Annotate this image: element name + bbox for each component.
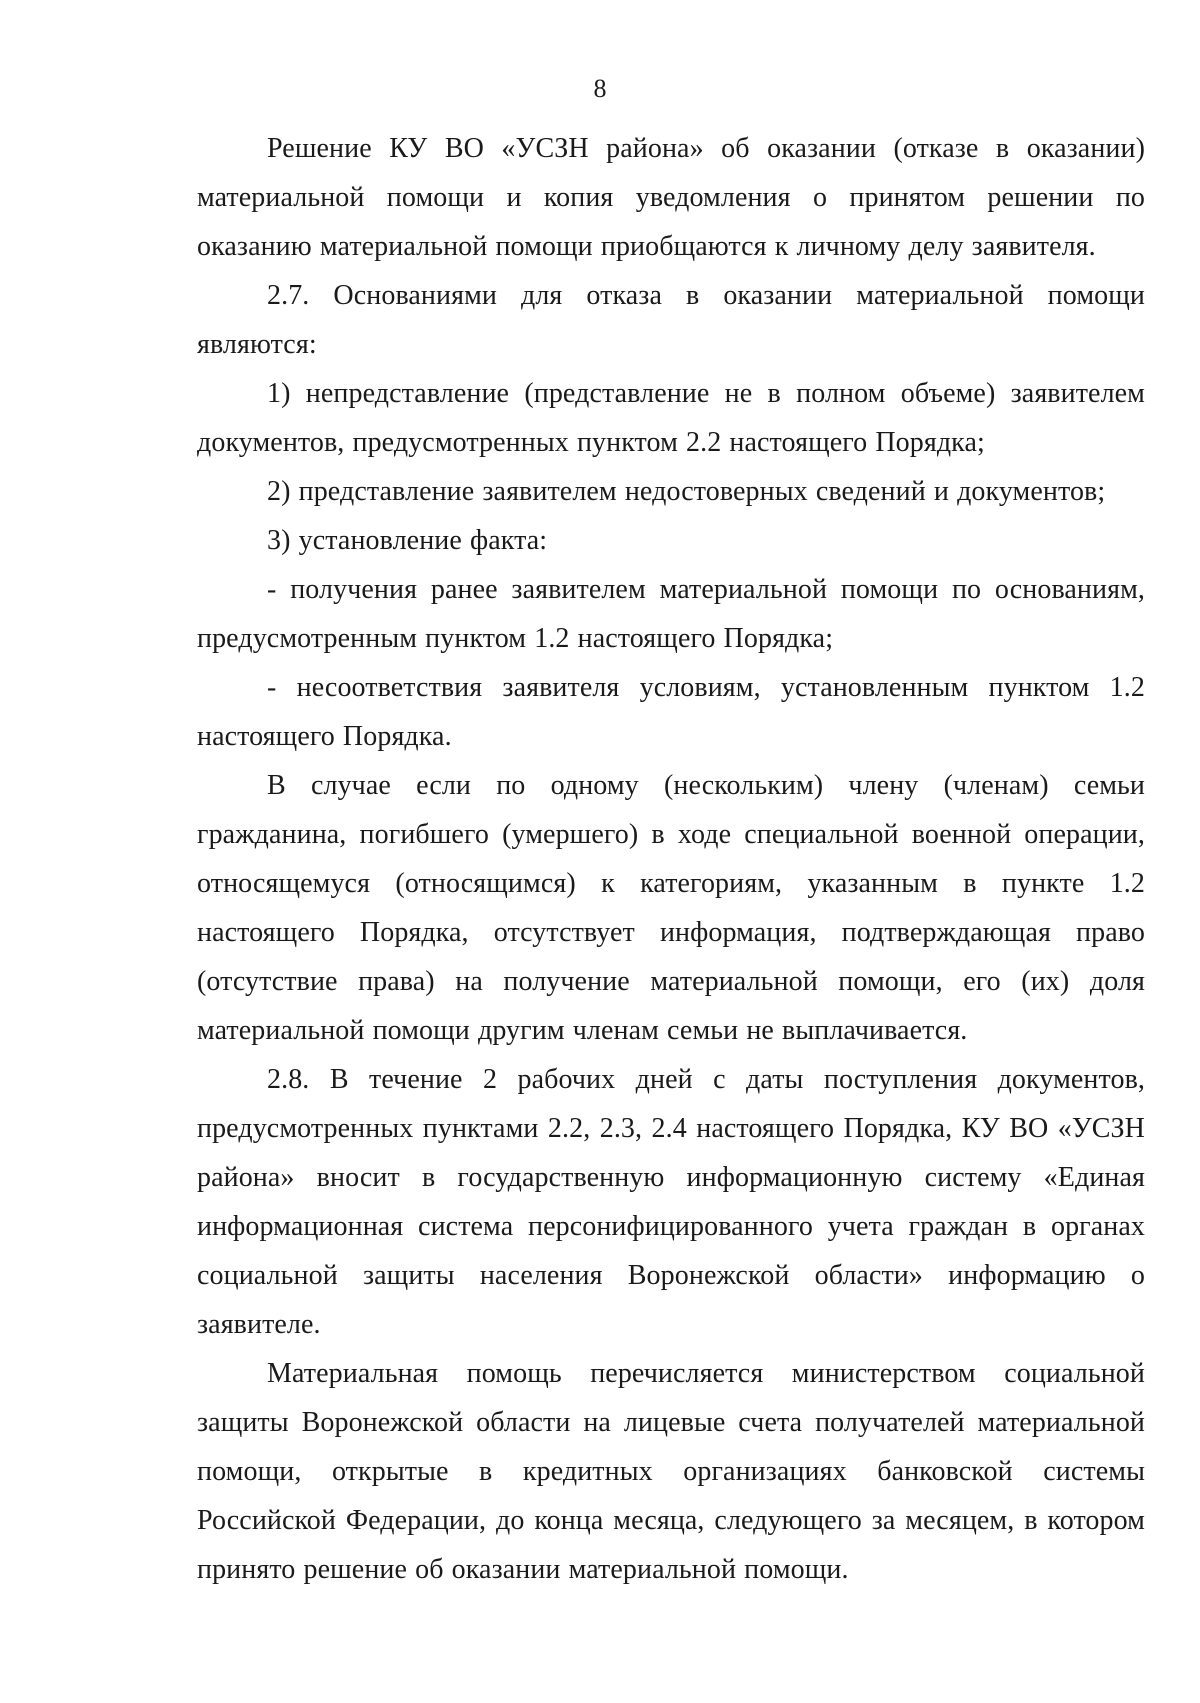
paragraph-2-7: 2.7. Основаниями для отказа в оказании материальной помощи являются: <box>197 280 1145 360</box>
paragraph-decision: Решение КУ ВО «УСЗН района» об оказании (отказе в оказании) материальной помощи и копия уведомления о принятом решении по оказанию материальной помощи приобщаются к личному делу заявителя. <box>197 133 1145 262</box>
page-number: 8 <box>593 74 607 103</box>
paragraph-item-1: 1) непредставление (представление не в полном объеме) заявителем документов, предусмотренных пунктом 2.2 настоящего Порядка; <box>197 378 1145 458</box>
paragraph-2-8: 2.8. В течение 2 рабочих дней с даты поступления документов, предусмотренных пунктами 2.2, 2.3, 2.4 настоящего Порядка, КУ ВО «УСЗН района» вносит в государственную информационную систему «Единая информационная система персонифицированного учета граждан в органах социальной защиты населения Воронежской области» информацию о заявителе. <box>197 1064 1145 1340</box>
paragraph-dash-1: - получения ранее заявителем материальной помощи по основаниям, предусмотренным пунктом 1.2 настоящего Порядка; <box>197 574 1145 654</box>
paragraph-family-share: В случае если по одному (нескольким) члену (членам) семьи гражданина, погибшего (умершего) в ходе специальной военной операции, относящемуся (относящимся) к категориям, указанным в пункте 1.2 настоящего Порядка, отсутствует информация, подтверждающая право (отсутствие права) на получение материальной помощи, его (их) доля материальной помощи другим членам семьи не выплачивается. <box>197 770 1145 1046</box>
paragraph-item-3: 3) установление факта: <box>267 525 548 556</box>
paragraph-payment: Материальная помощь перечисляется министерством социальной защиты Воронежской области на лицевые счета получателей материальной помощи, открытые в кредитных организациях банковской системы Российской Федерации, до конца месяца, следующего за месяцем, в котором принято решение об оказании материальной помощи. <box>197 1358 1145 1585</box>
paragraph-dash-2: - несоответствия заявителя условиям, установленным пунктом 1.2 настоящего Порядка. <box>197 672 1145 752</box>
document-body <box>197 124 1145 1594</box>
paragraph-item-2: 2) представление заявителем недостоверных сведений и документов; <box>267 476 1106 507</box>
